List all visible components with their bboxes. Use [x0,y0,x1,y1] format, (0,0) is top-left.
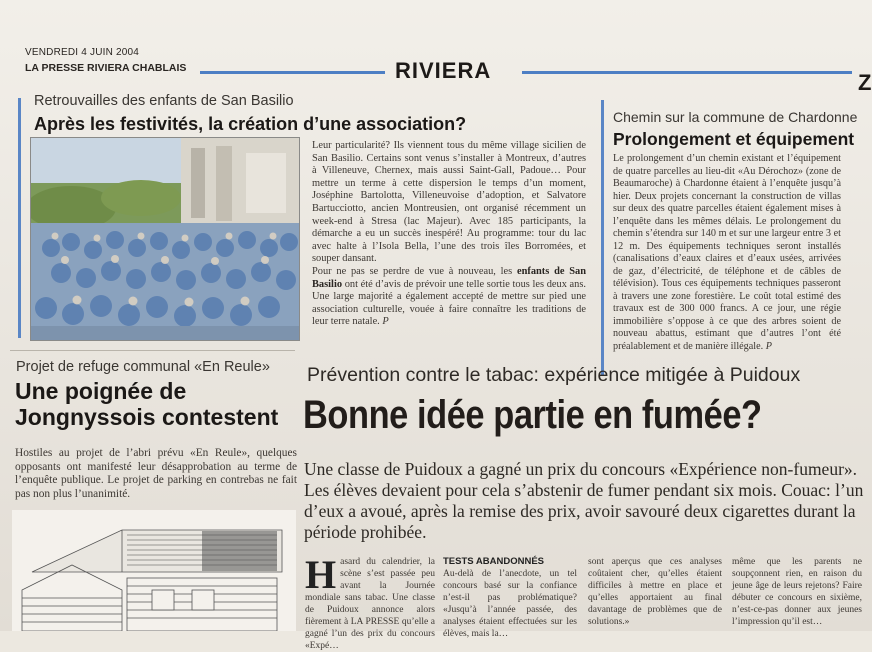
tabac-column-4: même que les parents ne soupçonnent rien, en raison du jeune âge de leurs rejetons? Faire débuter ce concours en sixième, n’est-ce-pas donner aux jeunes l’impression qu’il est… [732,557,862,627]
tabac-column-1 [305,552,435,652]
refuge-drawing [12,510,296,631]
san-basilio-headline: Après les festivités, la création d’une association? [34,114,467,134]
section-divider [10,350,295,351]
san-basilio-paragraph-1: Leur particularité? Ils viennent tous du même village sicilien de San Basilio. Certains sont venus s’installer à Montreux, d’autres à Villeneuve, Chernex, mais aussi Saint-Gall, Padoue… Pour mettre un terme à cette dispersion le temps d’un moment, Joséphine Bartolotta, Villeneuvoise d’adoption, et Salvatore Bartucciotto, ancien Montreusien, ont organisé récemment un week-end à Stresa (lac Majeur). Avec 185 participants, la démarche a eu un succès inespéré! Au programme: tour du lac avec halte à l’Isola Bella, l’une des trois îles Borromées, et souper dansant. [312,140,586,265]
refuge-headline-line-1: Une poignée de [15,378,187,404]
refuge-headline-line-2: Jongnyssois contestent [15,404,279,430]
chardonne-body-text: Le prolongement d’un chemin existant et l’équipement de quatre parcelles au lieu-dit «Au Dérochoz» (zone de Beaumaroche) à Chardonne étaient à l’enquête jusqu’à hier. Deux projets concernant la construction de villas sur deux des quatre parcelles étaient également mises à l’enquête dans les mêmes délais. Le prolongement du chemin s’étendra sur 140 m et sur une largeur entre 3 et 12 m. Des équipements techniques seront installés (canalisations d’eaux claires et d’eaux usées, arrivées de gaz, d’électricité, de téléphone et de câbles de télévision). Tous ces équipements techniques passeront à travers une zone forestière. Le coût total estimé des travaux est de 300 000 francs. A ce jour, une régie immobilière s’oppose à ce que des arbres soient de nouveau abattus, estimant que d’autres l’ont été préalablement et de manière illégale. [613,153,841,352]
article-rule-chardonne [601,100,604,375]
masthead-rule-right [522,71,852,74]
tabac-lede: Une classe de Puidoux a gagné un prix du concours «Expérience non-fumeur». Les élèves devaient pour cela s’abstenir de fumer pendant six mois. Couac: l’un d’eux a avoué, après la remise des prix, avoir savouré deux cigarettes durant la période prohibée. [304,459,864,542]
chardonne-signature: P [765,340,772,352]
chardonne-headline: Prolongement et équipement [613,129,855,149]
tabac-column-2 [443,556,577,640]
tabac-dropcap: H [305,552,337,597]
chardonne-body [613,153,841,353]
article-rule-san-basilio [18,98,21,338]
masthead-rule-left [200,71,385,74]
issue-date: VENDREDI 4 JUIN 2004 [25,47,140,58]
tabac-kicker: Prévention contre le tabac: expérience mitigée à Puidoux [307,364,801,386]
san-basilio-body [312,140,586,329]
san-basilio-signature: P [382,316,389,328]
tabac-headline: Bonne idée partie en fumée? [303,393,762,437]
publication-name: LA PRESSE RIVIERA CHABLAIS [25,62,187,74]
tabac-subhead: TESTS ABANDONNÉS [443,556,544,567]
refuge-body: Hostiles au projet de l’abri prévu «En Reule», quelques opposants ont manifesté leur désapprobation au terme de l’enquête publique. Le projet de parking en contrebas ne fait pas non plus l’unanimité. [15,447,297,500]
chardonne-kicker: Chemin sur la commune de Chardonne [613,109,858,125]
section-title: RIVIERA [395,58,492,83]
san-basilio-paragraph-2-bold: enfants de San Basilio [312,265,587,290]
san-basilio-paragraph-2-start: Pour ne pas se perdre de vue à nouveau, les [312,265,517,277]
group-photo [30,137,300,341]
tabac-column-1-text: asard du calendrier, la scène s’est passée peu avant la Journée mondiale sans tabac. Une classe de Puidoux annonce alors fièrement à LA PRESSE qu’elle a gagné l’un des prix du concours «Expé… [305,557,435,651]
refuge-kicker: Projet de refuge communal «En Reule» [16,359,270,375]
tabac-column-3: sont aperçus que ces analyses coûtaient cher, qu’elles étaient difficiles à mettre en place et qu’elles apportaient au final davantage de problèmes que de solutions.» [588,557,722,627]
refuge-headline [15,378,278,430]
page-edge-letter: Z [858,70,872,95]
san-basilio-kicker: Retrouvailles des enfants de San Basilio [34,93,294,109]
san-basilio-paragraph-2-end: ont été d’avis de prévoir une telle sortie tous les deux ans. Une large majorité a également accepté de mettre sur pied une association culturelle, vouée à faire connaître les traditions de leur terre natale. [312,278,586,328]
tabac-column-2-text: Au-delà de l’anecdote, un tel concours basé sur la confiance n’est-il pas problématique? «Jusqu’à l’année passée, des analyses étaient effectuées sur les élèves, mais la… [443,569,577,639]
